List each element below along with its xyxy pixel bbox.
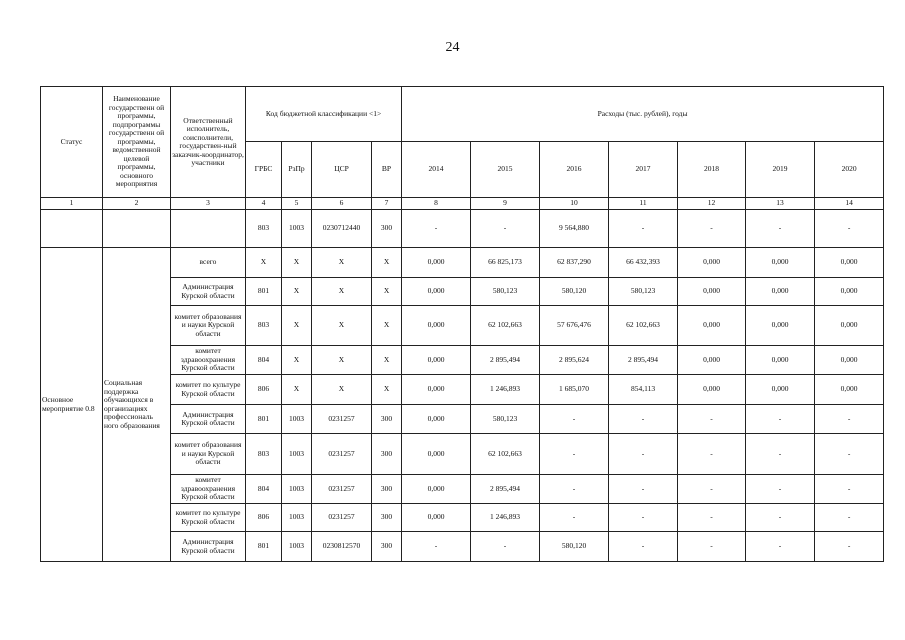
value-cell: 1 246,893 [471, 504, 540, 532]
rzpr-cell: 1003 [282, 504, 312, 532]
vr-cell: 300 [372, 210, 402, 248]
value-cell: - [609, 210, 678, 248]
value-cell: - [609, 475, 678, 504]
value-cell: 0,000 [402, 434, 471, 475]
rzpr-cell: 1003 [282, 434, 312, 475]
value-cell: 0,000 [815, 306, 884, 346]
column-number: 11 [609, 198, 678, 210]
value-cell: - [678, 504, 746, 532]
grbs-cell: 803 [246, 306, 282, 346]
budget-table [40, 86, 884, 562]
value-cell: 0,000 [746, 306, 815, 346]
column-number: 4 [246, 198, 282, 210]
value-cell: 57 676,476 [540, 306, 609, 346]
value-cell: 2 895,624 [540, 346, 609, 375]
value-cell: - [402, 210, 471, 248]
column-number: 8 [402, 198, 471, 210]
value-cell: 580,120 [540, 532, 609, 562]
vr-cell: 300 [372, 532, 402, 562]
column-number-row [41, 198, 884, 210]
column-number: 9 [471, 198, 540, 210]
csr-cell: 0230812570 [312, 532, 372, 562]
grbs-cell: 806 [246, 375, 282, 405]
header-year: 2017 [609, 142, 678, 198]
csr-cell: 0230712440 [312, 210, 372, 248]
value-cell: 62 102,663 [471, 306, 540, 346]
header-year: 2020 [815, 142, 884, 198]
value-cell: - [471, 532, 540, 562]
value-cell: 0,000 [815, 278, 884, 306]
vr-cell: Х [372, 278, 402, 306]
table-body [41, 210, 884, 562]
grbs-cell: 803 [246, 434, 282, 475]
executor-cell: комитет по культуре Курской области [171, 375, 246, 405]
vr-cell: 300 [372, 434, 402, 475]
value-cell: 9 564,880 [540, 210, 609, 248]
value-cell: 0,000 [402, 504, 471, 532]
grbs-cell: Х [246, 248, 282, 278]
value-cell: - [678, 532, 746, 562]
value-cell: 62 837,290 [540, 248, 609, 278]
value-cell: 0,000 [402, 405, 471, 434]
executor-cell: комитет здравоохранения Курской области [171, 475, 246, 504]
value-cell: 580,123 [471, 278, 540, 306]
rzpr-cell: Х [282, 375, 312, 405]
value-cell: - [815, 504, 884, 532]
value-cell: 0,000 [746, 248, 815, 278]
value-cell: 0,000 [402, 475, 471, 504]
header-rzpr: РзПр [282, 142, 312, 198]
header-name: Наименование государственн ой программы, подпрограммы государственн ой программы, ведомственной целевой программы, основного мероприятия [103, 87, 171, 198]
csr-cell: 0231257 [312, 405, 372, 434]
value-cell: 0,000 [746, 375, 815, 405]
value-cell: - [609, 504, 678, 532]
rzpr-cell: 1003 [282, 210, 312, 248]
value-cell: 0,000 [678, 248, 746, 278]
status-cell: Основное мероприятие 0.8 [41, 248, 103, 562]
table-row [41, 248, 884, 278]
value-cell: - [609, 532, 678, 562]
value-cell: 580,123 [609, 278, 678, 306]
value-cell: 0,000 [746, 278, 815, 306]
value-cell: - [815, 475, 884, 504]
name-cell: Социальная поддержка обучающихся в организациях профессиональ ного образования [103, 248, 171, 562]
header-year: 2018 [678, 142, 746, 198]
vr-cell: Х [372, 375, 402, 405]
grbs-cell: 803 [246, 210, 282, 248]
value-cell: 66 825,173 [471, 248, 540, 278]
value-cell: - [609, 405, 678, 434]
csr-cell: 0231257 [312, 475, 372, 504]
csr-cell: Х [312, 248, 372, 278]
csr-cell: Х [312, 375, 372, 405]
vr-cell: 300 [372, 405, 402, 434]
value-cell: - [678, 210, 746, 248]
header-year: 2014 [402, 142, 471, 198]
column-number: 14 [815, 198, 884, 210]
value-cell: - [540, 434, 609, 475]
executor-cell: Администрация Курской области [171, 405, 246, 434]
table-header [41, 87, 884, 210]
name-cell [103, 210, 171, 248]
header-csr: ЦСР [312, 142, 372, 198]
grbs-cell: 801 [246, 532, 282, 562]
value-cell: - [746, 475, 815, 504]
grbs-cell: 806 [246, 504, 282, 532]
csr-cell: 0231257 [312, 504, 372, 532]
value-cell: - [540, 504, 609, 532]
csr-cell: Х [312, 346, 372, 375]
csr-cell: Х [312, 306, 372, 346]
value-cell: - [402, 532, 471, 562]
table-row [41, 210, 884, 248]
executor-cell: комитет здравоохранения Курской области [171, 346, 246, 375]
grbs-cell: 801 [246, 278, 282, 306]
rzpr-cell: Х [282, 278, 312, 306]
value-cell: - [540, 405, 609, 434]
value-cell: - [678, 475, 746, 504]
grbs-cell: 804 [246, 475, 282, 504]
value-cell: 0,000 [678, 278, 746, 306]
header-year: 2015 [471, 142, 540, 198]
executor-cell [171, 210, 246, 248]
vr-cell: Х [372, 306, 402, 346]
column-number: 13 [746, 198, 815, 210]
column-number: 6 [312, 198, 372, 210]
status-cell [41, 210, 103, 248]
header-executor: Ответственный исполнитель, соисполнители, государствен-ный заказчик-координатор, участники [171, 87, 246, 198]
rzpr-cell: Х [282, 346, 312, 375]
header-budget-code: Код бюджетной классификации <1> [246, 87, 402, 142]
value-cell: - [815, 532, 884, 562]
value-cell: 580,120 [540, 278, 609, 306]
header-expenses: Расходы (тыс. рублей), годы [402, 87, 884, 142]
executor-cell: всего [171, 248, 246, 278]
value-cell: - [746, 210, 815, 248]
header-vr: ВР [372, 142, 402, 198]
rzpr-cell: Х [282, 248, 312, 278]
value-cell: - [609, 434, 678, 475]
value-cell: 2 895,494 [609, 346, 678, 375]
vr-cell: 300 [372, 504, 402, 532]
value-cell: - [746, 405, 815, 434]
header-year: 2019 [746, 142, 815, 198]
column-number: 12 [678, 198, 746, 210]
value-cell: 66 432,393 [609, 248, 678, 278]
value-cell: 0,000 [402, 278, 471, 306]
column-number: 7 [372, 198, 402, 210]
executor-cell: комитет по культуре Курской области [171, 504, 246, 532]
csr-cell: 0231257 [312, 434, 372, 475]
value-cell: - [746, 434, 815, 475]
value-cell: 62 102,663 [471, 434, 540, 475]
value-cell: 62 102,663 [609, 306, 678, 346]
header-status: Статус [41, 87, 103, 198]
vr-cell: Х [372, 248, 402, 278]
value-cell: 0,000 [815, 248, 884, 278]
value-cell: 854,113 [609, 375, 678, 405]
rzpr-cell: 1003 [282, 405, 312, 434]
value-cell: 0,000 [402, 346, 471, 375]
page-number: 24 [445, 40, 460, 55]
header-grbs: ГРБС [246, 142, 282, 198]
rzpr-cell: 1003 [282, 532, 312, 562]
rzpr-cell: Х [282, 306, 312, 346]
column-number: 2 [103, 198, 171, 210]
value-cell: 1 685,070 [540, 375, 609, 405]
executor-cell: комитет образования и науки Курской области [171, 306, 246, 346]
value-cell: - [471, 210, 540, 248]
value-cell: 0,000 [746, 346, 815, 375]
value-cell: - [746, 504, 815, 532]
executor-cell: Администрация Курской области [171, 278, 246, 306]
value-cell: - [815, 405, 884, 434]
value-cell: - [815, 210, 884, 248]
value-cell: 0,000 [678, 375, 746, 405]
value-cell: 0,000 [815, 346, 884, 375]
value-cell: 0,000 [678, 346, 746, 375]
value-cell: 0,000 [402, 375, 471, 405]
value-cell: 580,123 [471, 405, 540, 434]
executor-cell: комитет образования и науки Курской области [171, 434, 246, 475]
value-cell: - [678, 405, 746, 434]
value-cell: 0,000 [402, 306, 471, 346]
executor-cell: Администрация Курской области [171, 532, 246, 562]
column-number: 10 [540, 198, 609, 210]
value-cell: - [815, 434, 884, 475]
value-cell: - [540, 475, 609, 504]
value-cell: - [746, 532, 815, 562]
column-number: 1 [41, 198, 103, 210]
value-cell: 2 895,494 [471, 475, 540, 504]
value-cell: - [678, 434, 746, 475]
grbs-cell: 801 [246, 405, 282, 434]
rzpr-cell: 1003 [282, 475, 312, 504]
column-number: 3 [171, 198, 246, 210]
vr-cell: 300 [372, 475, 402, 504]
value-cell: 0,000 [678, 306, 746, 346]
column-number: 5 [282, 198, 312, 210]
value-cell: 0,000 [815, 375, 884, 405]
value-cell: 2 895,494 [471, 346, 540, 375]
vr-cell: Х [372, 346, 402, 375]
value-cell: 0,000 [402, 248, 471, 278]
grbs-cell: 804 [246, 346, 282, 375]
csr-cell: Х [312, 278, 372, 306]
value-cell: 1 246,893 [471, 375, 540, 405]
header-year: 2016 [540, 142, 609, 198]
